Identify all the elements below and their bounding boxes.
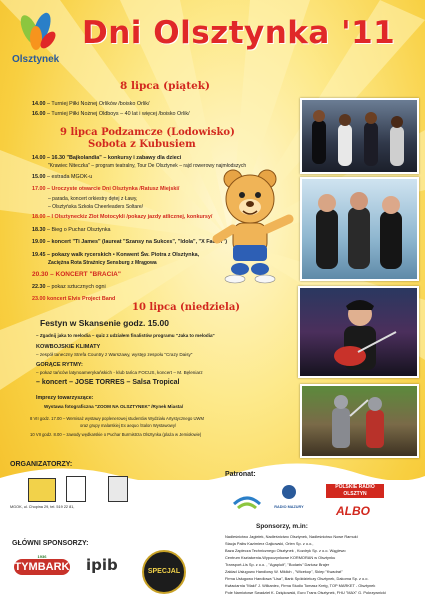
sponsor-line: Pole Namiotowe Swadzieł K. Dziękowski, Euro Trans Olsztynek, FHU "MAX" G. Pokrzywnicki [225,590,386,595]
event-subrow: "Krawiec Niteczka" – program teatralny, Tour De Olsztynek – rajd rowerowy najmłodszych [48,163,247,169]
sponsor-line: Firma Usługowo Handlowa "Lisa", Bank Spółdzielczy Olsztynek, Dakoma Sp. z o.o. [225,576,369,581]
patron-logo-icon [232,488,262,512]
event-row: 14.00 – Turniej Piłki Nożnej Orlików /boisko Orlik/ [32,101,150,107]
logo-text: Olsztynek [12,54,60,65]
extras-heading: Imprezy towarzyszące: [36,395,94,401]
day3-line-head: GORĄCE RYTMY: [36,362,83,368]
organizers-heading: ORGANIZATORZY: [10,461,73,468]
specjal-logo: SPECJAL [142,550,186,594]
sponsor-line: Nadleśnictwo Jagiełek, Nadleśnictwo Olsztynek, Nadleśnictwo Nowe Ramuki [225,534,358,539]
main-sponsors-heading: GŁÓWNI SPONSORZY: [12,540,89,547]
event-row: 14.00 – 16.30 "Bajkolandia" – konkursy i zabawy dla dzieci [32,155,182,161]
albo-logo: ALBO [336,504,370,518]
tymbark-logo: 1936 TYMBARK [14,554,70,573]
gmina-coat-of-arms-icon [108,476,128,502]
band-photo-2 [300,177,419,281]
event-row: 19.00 – koncert "Ti James" (laureat "Szansy na Sukces", "Idola", "X Factor") [32,239,228,245]
mgok-logo-icon [28,478,56,502]
elvis-photo [298,286,419,378]
sponsor-line: Baza Zaplecza Technicznego Olsztynek , Kozdryk Sp. z o.o. Wąglewo [225,548,346,553]
band-photo-1 [300,98,419,174]
event-row: 18.00 – I Olsztyneckiz Zlot Motocykli /pokazy jazdy atlicznej, konkursy/ [32,214,213,220]
ipib-logo: ipib [86,556,118,574]
day3-subheading: Festyn w Skansenie godz. 15.00 [40,318,169,328]
day2-subheading: Sobota z Kubusiem [88,139,196,150]
event-subrow: Zaciężna Rota Strażnicy Sensburg z Mrągowa [48,260,157,266]
sponsor-line: Stacja Paliw Kazimierz Gajkowski, Orlen Sp. z o.o., [225,541,314,546]
extras-line: 8 VII godz. 17.00 – Wernisaż wystawy poplenerowej studentów Wydziału Artystycznego UWM [30,416,204,421]
event-row: 17.00 – Uroczyste otwarcie Dni Olsztynka /Ratusz Miejski/ [32,186,180,192]
day1-heading: 8 lipca (piątek) [120,80,211,92]
sponsor-line: Centrum Kształcenia-Wypoczynkowe KORMORAN w Olsztynku [225,555,336,560]
radio-mazury-logo: RADIO MAZURY [272,484,306,514]
event-row: 20.30 – KONCERT "BRACIA" [32,271,121,278]
event-row: 15.00 – estrada MGOK-u [32,174,93,180]
sponsor-line: Zakład Usługowo Handlowy W. Miklich , "Wicekop", Sklep "Kwadrat" [225,569,343,574]
organizers-address: MGOK, ul. Chopina 29, tel. 519 22 81, [10,505,75,509]
patronat-heading: Patronat: [225,471,256,478]
polskie-radio-olsztyn-logo: POLSKIE RADIO OLSZTYN [326,484,384,498]
event-subrow: – Olsztyńska Szkoła Cheerleaders Soltare/ [48,204,144,210]
singers-photo-image [302,100,417,172]
event-row: 18.30 – Bieg o Puchar Olsztynka [32,227,111,233]
knights-photo [300,384,419,458]
bear-mascot-image [205,165,295,285]
sponsors-heading: Sponsorzy, m.in: [256,523,308,530]
extras-line: Wystawa fotograficzna "ZOOM NA OLSZTYNEK" /Rynek Miasta/ [44,404,184,409]
event-row: 23.00 koncert Elvis Project Band [32,296,116,302]
sponsor-line: Transport-Lis Sp. z o.o. , "Agapluit", "Bodaris" Dariusz Brajer [225,562,330,567]
knights-fight-photo-image [302,386,417,456]
extras-line: oraz grupy malarskiej Ex aequo /Salon Wystawowy/ [80,423,177,428]
day3-line: – pokaz tańców latynoamerykańskich - klub tańca FOCUS, koncert – M. Bęleniarz [36,370,203,375]
sponsor-line: Kwiaciarnia "Maki" J. Wilkaniec, Firma Studio Tomasz Kreig, TOP MARKET - Olsztynek [225,583,376,588]
event-row: 16.00 – Turniej Piłki Nożnej Oldboys – 40 lat i więcej /boisko Orlik/ [32,111,190,117]
day3-heading: 10 lipca (niedziela) [132,302,241,313]
day3-line: – zespół taneczny Strefa Country z Warszawy, występ zespołu "Crazy Daisy" [36,352,193,357]
event-subrow: – parada, koncert orkiestry dętej z Ławy, [48,196,138,202]
event-row: 19.45 – pokazy walk rycerskich • Konwent Św. Piotra z Olsztynka, [32,252,200,258]
day3-line-concert: – koncert – JOSE TORRES – Salsa Tropical [36,379,180,386]
day2-heading: 9 lipca Podzamcze (Lodowisko) [60,127,235,138]
brothers-band-photo-image [302,179,417,279]
extras-line: 10 VII godz. 8.00 – zawody wędkarskie o Puchar Burmistrza Olsztynka (plaża w Jemiołowie) [30,432,202,437]
olsztynek-coat-of-arms-icon [66,476,86,502]
poster-title: Dni Olsztynka '11 [82,15,396,51]
event-row: 22.30 – pokaz sztucznych ogni [32,284,106,290]
day3-line-head: KOWBOJSKIE KLIMATY [36,344,101,350]
guitarist-photo-image [300,288,417,376]
day3-line: – Zgadnij jaka to melodia – quiz z udziałem finalistów programu "Jaka to melodia" [36,333,215,338]
